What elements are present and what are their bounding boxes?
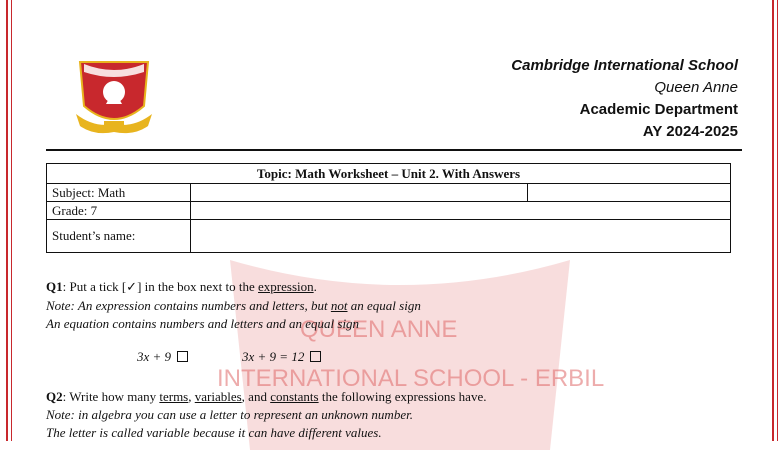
- department-name: Academic Department: [579, 101, 738, 118]
- q2-text-a: : Write how many: [62, 389, 160, 404]
- question-1: [46, 279, 317, 295]
- q2-text-c: the following expressions have.: [318, 389, 487, 404]
- q1-text-b: ] in the box next to the: [137, 279, 259, 294]
- q1-note1-b: an equal sign: [347, 298, 421, 313]
- q1-option-2-checkbox[interactable]: [310, 351, 321, 362]
- question-2-number: Q2: [46, 389, 63, 404]
- school-crest-logo-icon: [74, 58, 154, 136]
- q1-option-1-text: 3x + 9: [137, 349, 172, 364]
- q1-note-2: An equation contains numbers and letters and an equal sign: [46, 316, 360, 331]
- q1-option-2-text: 3x + 9 = 12: [242, 349, 305, 364]
- student-name-field[interactable]: [191, 220, 731, 253]
- q1-note-1: [46, 298, 421, 314]
- subject-label: Subject: Math: [47, 184, 191, 202]
- grade-label: Grade: 7: [47, 202, 191, 220]
- q1-note1-not: not: [330, 298, 348, 313]
- frame-left-outer: [6, 0, 8, 441]
- q1-option-1: [137, 349, 188, 365]
- question-2: [46, 389, 486, 405]
- tick-mark-icon: ✓: [126, 279, 138, 294]
- q1-option-1-checkbox[interactable]: [177, 351, 188, 362]
- q2-note-1: Note: in algebra you can use a letter to represent an unknown number.: [46, 407, 413, 422]
- q2-terms: terms: [159, 389, 189, 404]
- subject-extra-field[interactable]: [528, 184, 731, 202]
- watermark-line-2: INTERNATIONAL SCHOOL - ERBIL: [217, 365, 605, 392]
- question-1-number: Q1: [46, 279, 63, 294]
- frame-left-inner: [11, 0, 12, 441]
- q1-keyword: expression: [258, 279, 314, 294]
- school-name: Cambridge International School: [511, 57, 738, 74]
- subject-field[interactable]: [191, 184, 528, 202]
- academic-year: AY 2024-2025: [642, 123, 738, 140]
- header-divider: [46, 149, 742, 151]
- q2-comma: ,: [188, 389, 195, 404]
- q1-note1-a: Note: An expression contains numbers and letters, but: [46, 298, 331, 313]
- q2-constants: constants: [270, 389, 319, 404]
- watermark-line-1: QUEEN ANNE: [300, 316, 458, 343]
- q1-text-a: : Put a tick [: [62, 279, 127, 294]
- student-name-label: Student’s name:: [47, 220, 191, 253]
- worksheet-info-table: [46, 163, 731, 253]
- q2-variables: variables: [194, 389, 242, 404]
- frame-right-inner: [777, 0, 778, 441]
- q1-option-2: [242, 349, 321, 365]
- grade-field[interactable]: [191, 202, 731, 220]
- q2-text-b: , and: [241, 389, 271, 404]
- q1-text-c: .: [313, 279, 317, 294]
- topic-title: Topic: Math Worksheet – Unit 2. With Answers: [47, 164, 731, 184]
- q2-note-2: The letter is called variable because it can have different values.: [46, 425, 382, 440]
- branch-name: Queen Anne: [654, 79, 738, 96]
- frame-right-outer: [772, 0, 774, 441]
